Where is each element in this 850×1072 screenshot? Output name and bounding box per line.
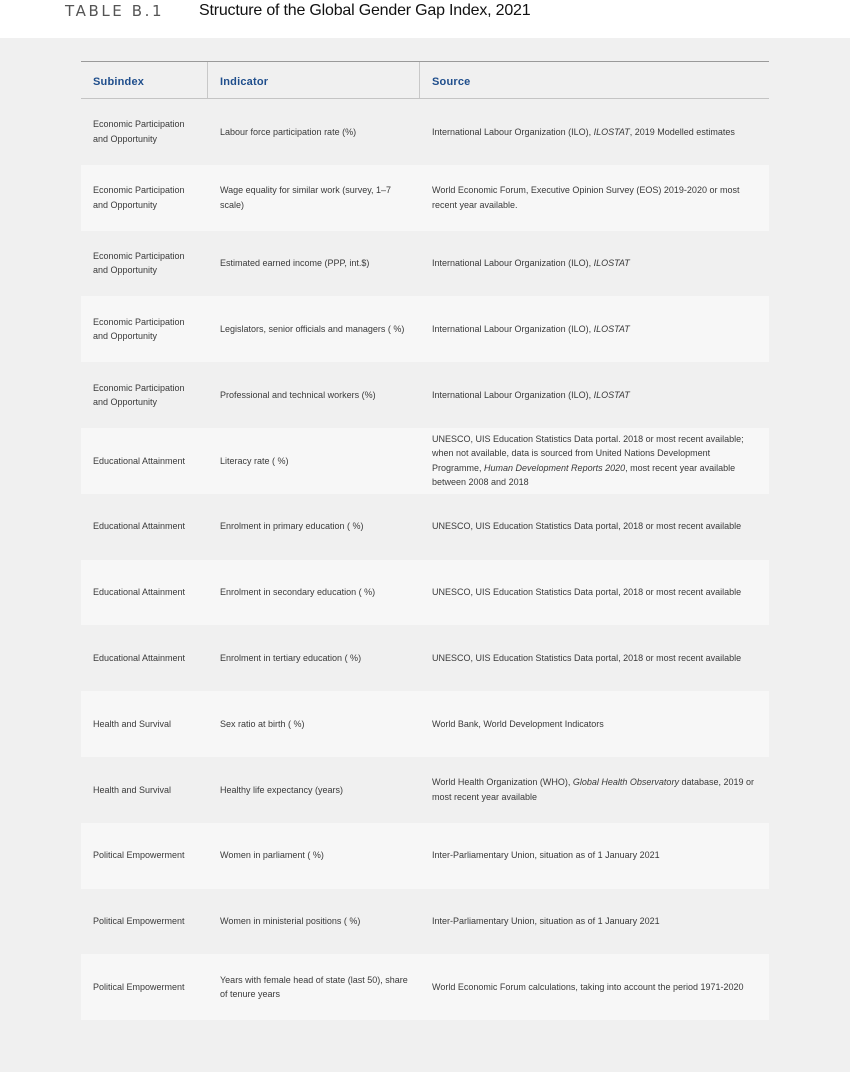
source-cell: [420, 560, 769, 626]
source-text: World Bank, World Development Indicators: [432, 718, 604, 729]
source-cell: [420, 625, 769, 691]
indicator-cell: [208, 954, 420, 1020]
source-text: International Labour Organization (ILO), ILOSTAT: [432, 389, 630, 400]
source-text: Inter-Parliamentary Union, situation as of 1 January 2021: [432, 916, 660, 927]
source-italic-text: ILOSTAT: [593, 126, 630, 137]
source-cell: [420, 296, 769, 362]
column-header-subindex: Subindex: [81, 62, 208, 98]
source-cell: [420, 99, 769, 165]
indicator-cell: [208, 362, 420, 428]
subindex-cell: [81, 757, 208, 823]
indicator-text: Wage equality for similar work (survey, 1–7 scale): [220, 185, 392, 210]
source-text: UNESCO, UIS Education Statistics Data portal. 2018 or most recent available; when not available, data is sourced from United Nations Development Programme, Human Development Reports 2020, most recent year available between 2008 and 2018: [432, 433, 744, 488]
table-row: [81, 362, 769, 428]
subindex-text: Political Empowerment: [93, 916, 185, 927]
table-row: [81, 99, 769, 165]
source-cell: [420, 691, 769, 757]
indicator-cell: [208, 296, 420, 362]
source-cell: [420, 823, 769, 889]
subindex-cell: [81, 99, 208, 165]
subindex-text: Economic Participation and Opportunity: [93, 382, 185, 408]
indicator-text: Enrolment in tertiary education ( %): [220, 653, 362, 664]
indicator-text: Women in ministerial positions ( %): [220, 916, 361, 927]
subindex-cell: [81, 560, 208, 626]
indicator-cell: [208, 889, 420, 955]
subindex-text: Political Empowerment: [93, 982, 185, 992]
indicator-cell: [208, 428, 420, 494]
indicator-text: Sex ratio at birth ( %): [220, 718, 305, 729]
subindex-cell: [81, 494, 208, 560]
source-italic-text: ILOSTAT: [593, 324, 630, 335]
page-header: [0, 0, 850, 38]
indicator-text: Enrolment in primary education ( %): [220, 521, 364, 532]
table-row: [81, 954, 769, 1020]
indicator-text: Healthy life expectancy (years): [220, 784, 344, 795]
table-row: [81, 428, 769, 494]
source-text: International Labour Organization (ILO), ILOSTAT, 2019 Modelled estimates: [432, 126, 735, 137]
indicator-cell: [208, 494, 420, 560]
subindex-text: Political Empowerment: [93, 850, 185, 861]
table-row: [81, 757, 769, 823]
indicator-text: Legislators, senior officials and managers ( %): [220, 324, 405, 335]
indicator-text: Professional and technical workers (%): [220, 389, 376, 400]
source-cell: [420, 165, 769, 231]
source-text: UNESCO, UIS Education Statistics Data portal, 2018 or most recent available: [432, 521, 742, 532]
table-row: [81, 691, 769, 757]
subindex-text: Economic Participation and Opportunity: [93, 185, 185, 210]
column-header-indicator: Indicator: [208, 62, 420, 98]
subindex-text: Economic Participation and Opportunity: [93, 316, 185, 342]
subindex-text: Health and Survival: [93, 718, 172, 729]
subindex-text: Economic Participation and Opportunity: [93, 250, 185, 276]
table-row: [81, 823, 769, 889]
subindex-cell: [81, 231, 208, 297]
table-row: [81, 165, 769, 231]
indicator-cell: [208, 99, 420, 165]
indicator-text: Literacy rate ( %): [220, 455, 289, 466]
subindex-cell: [81, 889, 208, 955]
source-text: World Economic Forum, Executive Opinion Survey (EOS) 2019-2020 or most recent year available.: [432, 185, 740, 210]
source-italic-text: Global Health Observatory: [572, 777, 679, 788]
table-body: [81, 99, 769, 1020]
table-row: [81, 296, 769, 362]
subindex-cell: [81, 165, 208, 231]
table-row: [81, 494, 769, 560]
source-cell: [420, 362, 769, 428]
indicator-text: Years with female head of state (last 50), share of tenure years: [220, 974, 408, 1000]
table-row: [81, 231, 769, 297]
subindex-cell: [81, 625, 208, 691]
subindex-text: Educational Attainment: [93, 521, 186, 532]
subindex-cell: [81, 823, 208, 889]
subindex-text: Economic Participation and Opportunity: [93, 119, 185, 144]
source-cell: [420, 428, 769, 494]
table-header-row: [81, 61, 769, 99]
source-text: UNESCO, UIS Education Statistics Data portal, 2018 or most recent available: [432, 653, 742, 664]
indicator-cell: [208, 823, 420, 889]
source-text: World Economic Forum calculations, taking into account the period 1971-2020: [432, 982, 744, 992]
subindex-text: Educational Attainment: [93, 455, 186, 466]
source-text: International Labour Organization (ILO), ILOSTAT: [432, 324, 630, 335]
source-cell: [420, 757, 769, 823]
subindex-cell: [81, 428, 208, 494]
subindex-text: Educational Attainment: [93, 587, 186, 598]
indicator-cell: [208, 691, 420, 757]
source-text: International Labour Organization (ILO), ILOSTAT: [432, 258, 630, 269]
indicator-text: Estimated earned income (PPP, int.$): [220, 258, 370, 269]
indicator-text: Labour force participation rate (%): [220, 126, 357, 137]
table-title: Structure of the Global Gender Gap Index, 2021: [199, 2, 531, 19]
source-cell: [420, 231, 769, 297]
gender-gap-structure-table: [81, 61, 769, 1020]
column-header-source: Source: [432, 75, 471, 88]
subindex-text: Educational Attainment: [93, 653, 186, 664]
source-cell: [420, 494, 769, 560]
indicator-text: Enrolment in secondary education ( %): [220, 587, 376, 598]
source-italic-text: ILOSTAT: [593, 258, 630, 269]
table-row: [81, 889, 769, 955]
indicator-text: Women in parliament ( %): [220, 850, 324, 861]
indicator-cell: [208, 560, 420, 626]
table-row: [81, 625, 769, 691]
subindex-cell: [81, 296, 208, 362]
subindex-cell: [81, 362, 208, 428]
table-row: [81, 560, 769, 626]
subindex-cell: [81, 954, 208, 1020]
source-cell: [420, 889, 769, 955]
source-text: World Health Organization (WHO), Global Health Observatory database, 2019 or most recent year available: [432, 777, 755, 802]
subindex-cell: [81, 691, 208, 757]
source-cell: [420, 954, 769, 1020]
source-text: Inter-Parliamentary Union, situation as of 1 January 2021: [432, 850, 660, 861]
table-label: TABLE B.1: [65, 2, 165, 20]
source-italic-text: Human Development Reports 2020: [484, 462, 626, 473]
indicator-cell: [208, 165, 420, 231]
indicator-cell: [208, 231, 420, 297]
source-italic-text: ILOSTAT: [593, 389, 630, 400]
indicator-cell: [208, 757, 420, 823]
subindex-text: Health and Survival: [93, 784, 172, 795]
source-text: UNESCO, UIS Education Statistics Data portal, 2018 or most recent available: [432, 587, 742, 598]
indicator-cell: [208, 625, 420, 691]
